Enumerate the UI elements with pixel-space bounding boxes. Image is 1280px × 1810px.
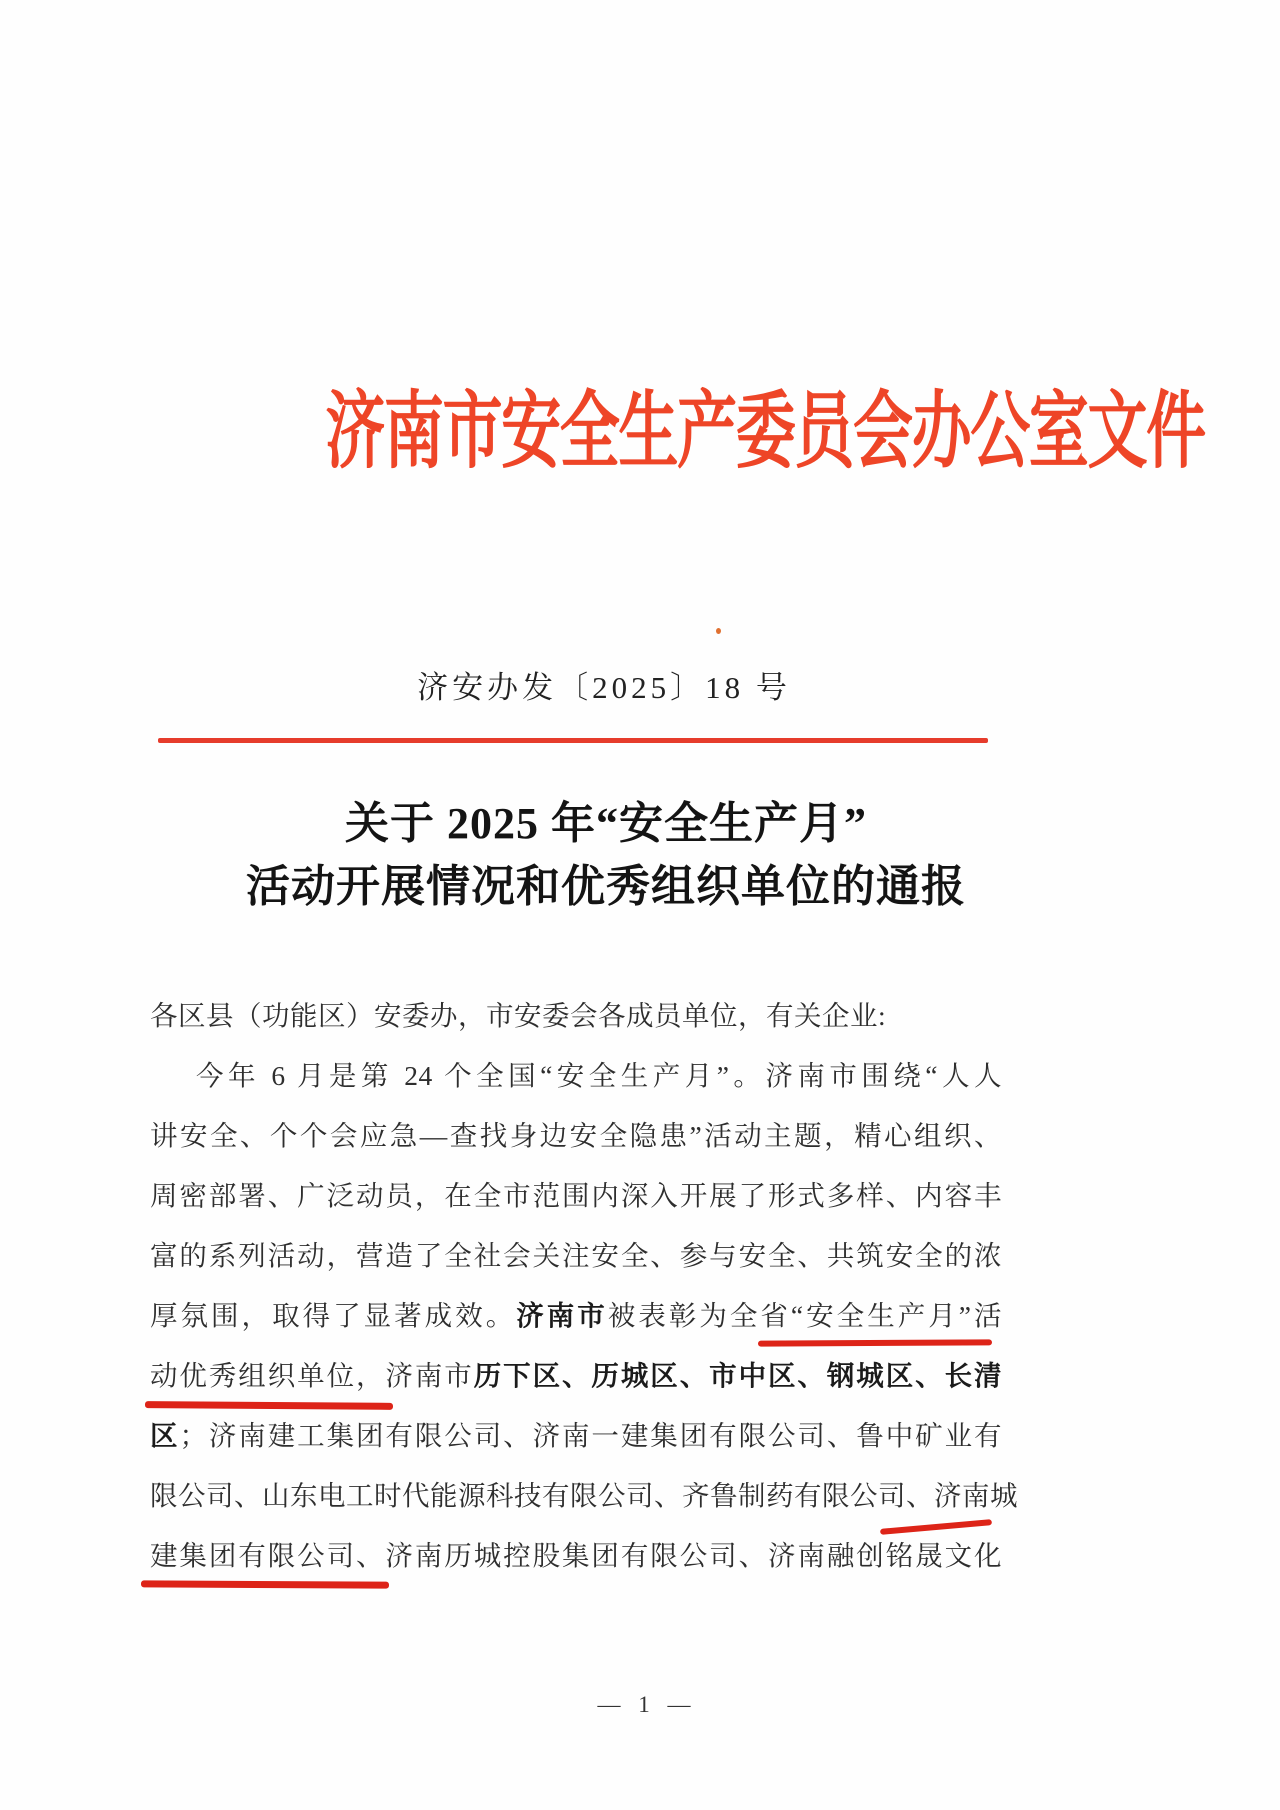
body-line [150,1166,1002,1226]
bold-text-run: 历下区、历城区、市中区、钢城区、长清 [473,1360,1003,1391]
bold-text-run: 区 [150,1420,180,1451]
page-number: — 1 — [597,1692,697,1717]
text-run: ；济南建工集团有限公司、济南一建集团有限公司、鲁中矿业有 [179,1420,1003,1451]
bold-text-run: 济南市 [516,1300,608,1331]
body-line [150,1046,1002,1106]
body-text [150,986,1018,1586]
red-separator-rule [158,738,988,743]
body-line [150,1346,1002,1406]
document-title-line1: 关于 2025 年“安全生产月” [345,799,867,848]
text-run: 周密部署、广泛动员，在全市范围内深入开展了形式多样、内容丰 [150,1180,1002,1211]
text-run: 讲安全、个个会应急—查找身边安全隐患”活动主题，精心组织、 [150,1120,1002,1151]
text-run: 各区县（功能区）安委办，市安委会各成员单位，有关企业: [150,1000,887,1031]
body-line [150,1106,1002,1166]
document-title-line2: 活动开展情况和优秀组织单位的通报 [246,862,966,911]
body-line [150,1466,1018,1526]
text-run: 限公司、山东电工时代能源科技有限公司、齐鲁制药有限公司、济南城 [150,1480,1018,1511]
ink-dot-artifact [716,628,721,634]
text-run: 被表彰为全省“安全生产月”活 [607,1300,1002,1331]
document-number: 济安办发〔2025〕18 号 [417,670,791,705]
body-line [150,1286,1002,1346]
text-run: 今年 6 月是第 24 个全国“安全生产月”。济南市围绕“人人 [196,1060,1002,1091]
body-line [150,986,1002,1046]
text-run: 建集团有限公司、济南历城控股集团有限公司、济南融创铭晟文化 [150,1540,1002,1571]
text-run: 动优秀组织单位，济南市 [150,1360,474,1391]
document-title [180,792,1032,918]
body-line [150,1526,1002,1586]
text-run: 富的系列活动，营造了全社会关注安全、参与安全、共筑安全的浓 [150,1240,1002,1271]
red-underline-mark [141,1580,389,1588]
body-line [150,1226,1002,1286]
body-line [150,1406,1002,1466]
text-run: 厚氛围，取得了显著成效。 [150,1300,517,1331]
red-header-title [150,386,1205,480]
red-underline-mark [758,1339,992,1346]
red-header-title-text: 济南市安全生产委员会办公室文件 [325,386,1205,479]
